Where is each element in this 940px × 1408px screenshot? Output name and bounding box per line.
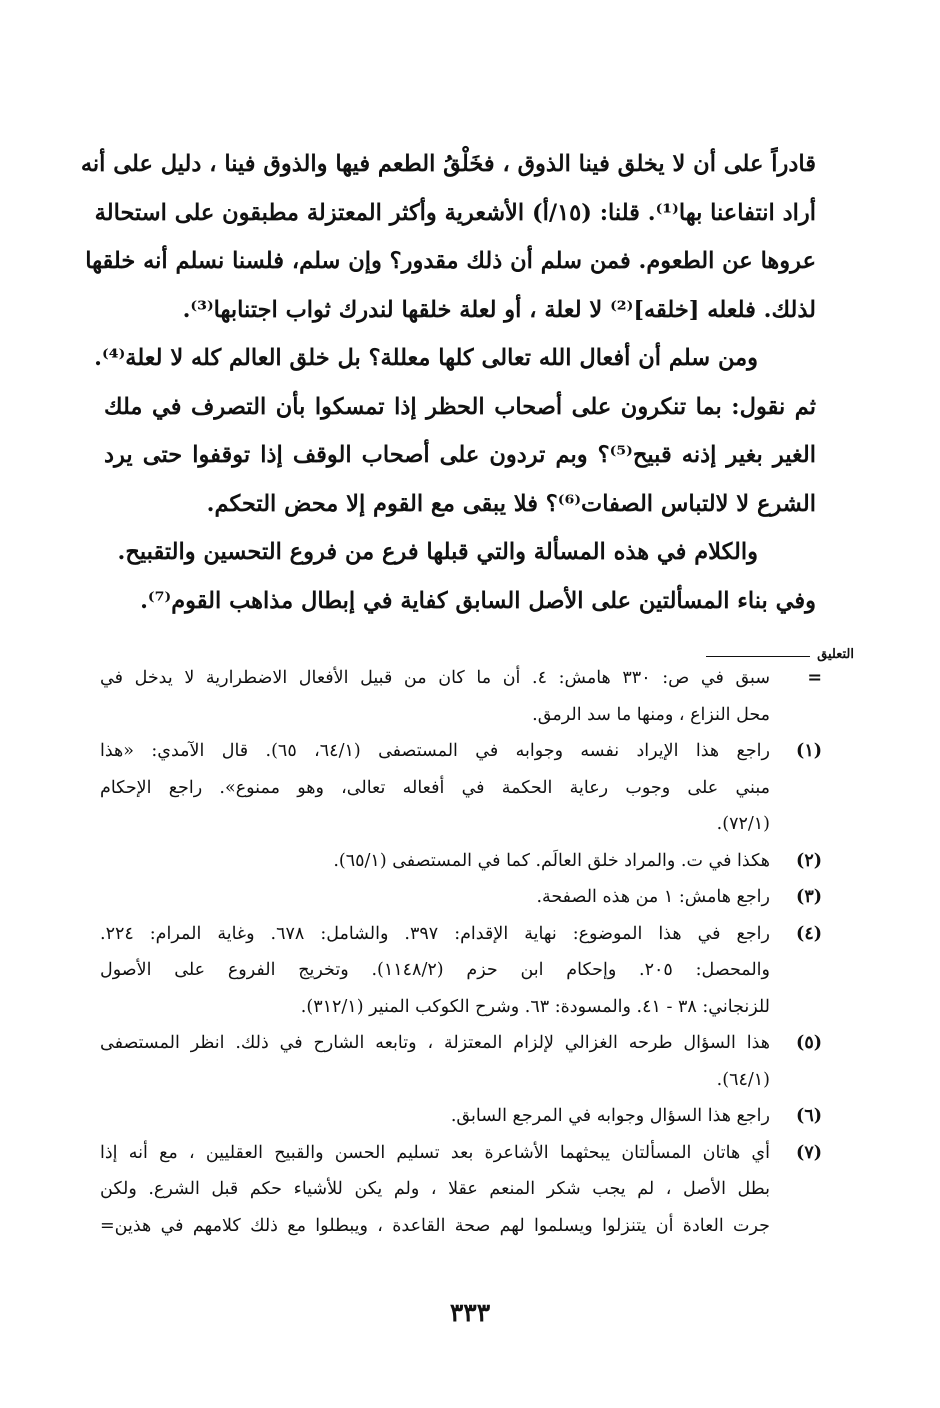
footnote-line: محل النزاع ، ومنها ما سد الرمق. (532, 704, 770, 725)
main-text-line: عروها عن الطعوم. فمن سلم أن ذلك مقدور؟ وإن سلم، فلسنا نسلم أنه خلقها (85, 248, 816, 274)
footnote-marker: (٧) (796, 1142, 822, 1163)
footnote-4 (100, 916, 822, 1026)
footnote-marker: (٥) (796, 1033, 822, 1053)
footnotes (100, 660, 822, 1244)
footnote-line: هذا السؤال طرحه الغزالي لإلزام المعتزلة ، وتابعه الشارح في ذلك. انظر المستصفى (100, 1033, 770, 1053)
footnote-marker: (١) (796, 741, 822, 761)
main-text-line: وفي بناء المسألتين على الأصل السابق كفاية في إبطال مذاهب القوم⁽⁷⁾. (140, 587, 816, 614)
main-text-line: ثم نقول: بما تنكرون على أصحاب الحظر إذا تمسكوا بأن التصرف في ملك (104, 393, 816, 420)
footnote-7 (100, 1135, 822, 1245)
main-text-line: الغير بغير إذنه قبيح⁽⁵⁾؟ وبم تردون على أصحاب الوقف إذا توقفوا حتى يرد (104, 442, 816, 468)
footnote-continuation (100, 660, 822, 733)
footnote-line: راجع هذا السؤال وجوابه في المرجع السابق. (450, 1106, 770, 1126)
footnote-marker: = (807, 668, 822, 688)
footnote-line: للزنجاني: ٣٨ - ٤١. والمسودة: ٦٣. وشرح الكوكب المنير (٣١٢/١). (300, 996, 770, 1017)
page-number: ٣٣٣ (449, 1298, 491, 1327)
footnote-line: أي هاتان المسألتان يبحثهما الأشاعرة بعد تسليم الحسن والقبيح العقليين ، مع أنه إذا (100, 1142, 770, 1163)
footnote-line: مبني على وجوب رعاية الحكمة في أفعاله تعالى، وهو ممنوع». راجع الإحكام (100, 777, 770, 798)
footnote-1 (100, 733, 822, 843)
footnote-marker: (٦) (796, 1106, 822, 1126)
main-text (80, 140, 816, 625)
footnote-line: (٦٤/١). (716, 1069, 770, 1090)
footnote-line: جرت العادة أن يتنزلوا ويسلموا لهم صحة القاعدة ، ويبطلوا مع ذلك كلامهم في هذين= (100, 1215, 770, 1236)
footnote-line: (٧٢/١). (716, 814, 770, 834)
footnote-marker: (٣) (796, 887, 822, 907)
footnote-5 (100, 1025, 822, 1098)
main-text-line: أراد انتفاعنا بها⁽¹⁾. قلنا: (١٥/أ) الأشعرية وأكثر المعتزلة مطبقون على استحالة (94, 199, 816, 226)
main-text-line: والكلام في هذه المسألة والتي قبلها فرع من فروع التحسين والتقبيح. (117, 539, 758, 565)
notes-divider (706, 656, 810, 657)
footnote-line: راجع في هذا الموضوع: نهاية الإقدام: ٣٩٧. والشامل: ٦٧٨. وغاية المرام: ٢٢٤. (100, 923, 770, 944)
main-text-line: لذلك. فلعله [خلقه]⁽²⁾ لا لعلة ، أو لعلة خلقها لندرك ثواب اجتنابها⁽³⁾. (182, 296, 816, 323)
notes-label: التعليق (817, 647, 854, 662)
main-text-line: الشرع لا لالتباس الصفات⁽⁶⁾؟ فلا يبقى مع القوم إلا محض التحكم. (206, 490, 816, 517)
main-text-line: قادراً على أن لا يخلق فينا الذوق ، فخَلْقُ الطعم فيها والذوق فينا ، دليل على أنه (80, 151, 816, 177)
footnote-line: راجع هامش: ١ من هذه الصفحة. (536, 887, 770, 907)
footnote-3 (100, 879, 822, 916)
footnote-line: هكذا في ت. والمراد خلق العالَم. كما في المستصفى (٦٥/١). (333, 850, 770, 871)
footnote-line: بطل الأصل ، لم يجب شكر المنعم عقلا ، ولم يكن للأشياء حكم قبل الشرع. ولكن (100, 1179, 770, 1199)
main-text-line: ومن سلم أن أفعال الله تعالى كلها معللة؟ بل خلق العالم كله لا لعلة⁽⁴⁾. (94, 345, 758, 371)
footnote-marker: (٢) (796, 850, 822, 871)
footnote-marker: (٤) (796, 923, 822, 944)
footnote-line: والمحصل: ٢٠٥. وإحكام ابن حزم (١١٤٨/٢). وتخريج الفروع على الأصول (100, 960, 770, 980)
footnote-line: راجع هذا الإيراد نفسه وجوابه في المستصفى (٦٤/١، ٦٥). قال الآمدي: «هذا (100, 741, 770, 761)
footnote-2 (100, 843, 822, 880)
footnote-line: سبق في ص: ٣٣٠ هامش: ٤. أن ما كان من قبيل الأفعال الاضطرارية لا يدخل في (100, 668, 770, 688)
footnote-6 (100, 1098, 822, 1135)
